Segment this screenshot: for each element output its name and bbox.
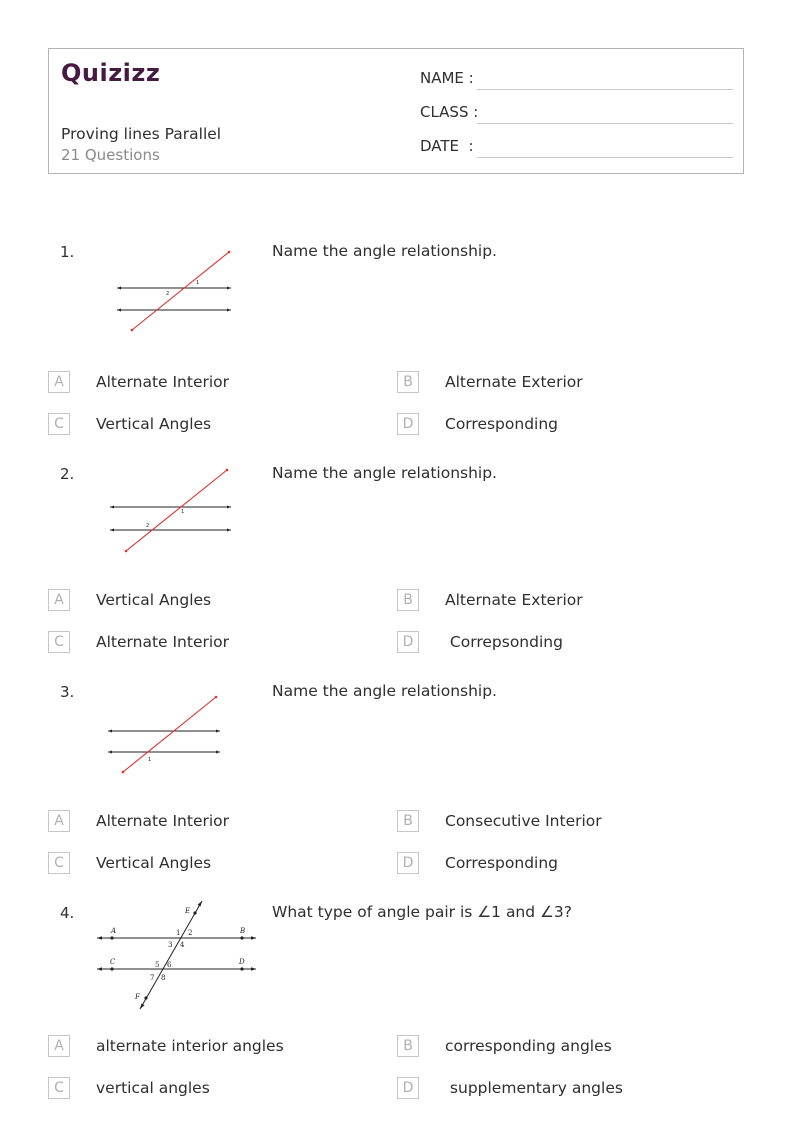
option-b-box[interactable]: B [397, 589, 419, 611]
option-c-box[interactable]: C [48, 852, 70, 874]
option-b-box[interactable]: B [397, 810, 419, 832]
option-a-box[interactable]: A [48, 371, 70, 393]
option-b-text[interactable]: Consecutive Interior [445, 812, 602, 830]
option-c-box[interactable]: C [48, 1077, 70, 1099]
point-label: B [240, 927, 246, 935]
question-number: 2. [60, 465, 75, 483]
question-number: 1. [60, 243, 75, 261]
question-text: Name the angle relationship. [272, 464, 497, 482]
option-b-box[interactable]: B [397, 1035, 419, 1057]
question-text: Name the angle relationship. [272, 682, 497, 700]
option-d-text[interactable]: Corresponding [445, 415, 559, 433]
option-c-text[interactable]: vertical angles [96, 1079, 210, 1097]
angle-label: 1 [176, 929, 181, 937]
point-label: C [110, 958, 116, 966]
option-d-text[interactable]: Correpsonding [445, 633, 563, 651]
option-d-box[interactable]: D [397, 631, 419, 653]
option-c-text[interactable]: Vertical Angles [96, 415, 212, 433]
parallel-lines-figure [104, 692, 224, 778]
angle-label: 2 [146, 523, 150, 529]
question-text: What type of angle pair is ∠1 and ∠3? [272, 903, 573, 921]
name-line [477, 89, 733, 90]
option-c-box[interactable]: C [48, 631, 70, 653]
name-label: NAME : [420, 69, 474, 87]
option-d-text[interactable]: Corresponding [445, 854, 559, 872]
option-c-box[interactable]: C [48, 413, 70, 435]
option-b-text[interactable]: corresponding angles [445, 1037, 612, 1055]
option-b-text[interactable]: Alternate Exterior [445, 373, 583, 391]
option-a-box[interactable]: A [48, 810, 70, 832]
class-line [477, 123, 733, 124]
transversal-figure [94, 898, 260, 1014]
option-d-box[interactable]: D [397, 1077, 419, 1099]
option-a-text[interactable]: Alternate Interior [96, 812, 230, 830]
option-a-box[interactable]: A [48, 589, 70, 611]
option-a-box[interactable]: A [48, 1035, 70, 1057]
angle-label: 7 [150, 974, 155, 982]
option-c-text[interactable]: Vertical Angles [96, 854, 212, 872]
point-label: E [185, 907, 191, 915]
worksheet-title: Proving lines Parallel [61, 125, 222, 143]
option-c-text[interactable]: Alternate Interior [96, 633, 230, 651]
option-d-text[interactable]: supplementary angles [445, 1079, 623, 1097]
quizizz-logo: Quizizz [61, 59, 161, 87]
point-label: A [111, 927, 117, 935]
question-text: Name the angle relationship. [272, 242, 497, 260]
date-label: DATE : [420, 137, 474, 155]
question-number: 4. [60, 904, 75, 922]
point-label: F [135, 993, 140, 1001]
angle-label: 1 [181, 509, 185, 515]
option-a-text[interactable]: Vertical Angles [96, 591, 212, 609]
option-b-text[interactable]: Alternate Exterior [445, 591, 583, 609]
option-b-box[interactable]: B [397, 371, 419, 393]
question-count: 21 Questions [61, 146, 160, 164]
angle-label: 3 [168, 941, 173, 949]
angle-label: 2 [166, 291, 170, 297]
angle-label: 1 [148, 757, 152, 763]
option-a-text[interactable]: Alternate Interior [96, 373, 230, 391]
angle-label: 8 [161, 974, 166, 982]
angle-label: 4 [180, 941, 185, 949]
parallel-lines-figure [105, 465, 240, 555]
parallel-lines-figure [110, 248, 240, 336]
question-number: 3. [60, 683, 75, 701]
worksheet-header [48, 48, 744, 174]
point-label: D [239, 958, 245, 966]
class-label: CLASS : [420, 103, 479, 121]
angle-label: 5 [155, 961, 160, 969]
angle-label: 1 [196, 280, 200, 286]
angle-label: 2 [188, 929, 193, 937]
option-d-box[interactable]: D [397, 852, 419, 874]
date-line [477, 157, 733, 158]
option-d-box[interactable]: D [397, 413, 419, 435]
angle-label: 6 [167, 961, 172, 969]
option-a-text[interactable]: alternate interior angles [96, 1037, 284, 1055]
